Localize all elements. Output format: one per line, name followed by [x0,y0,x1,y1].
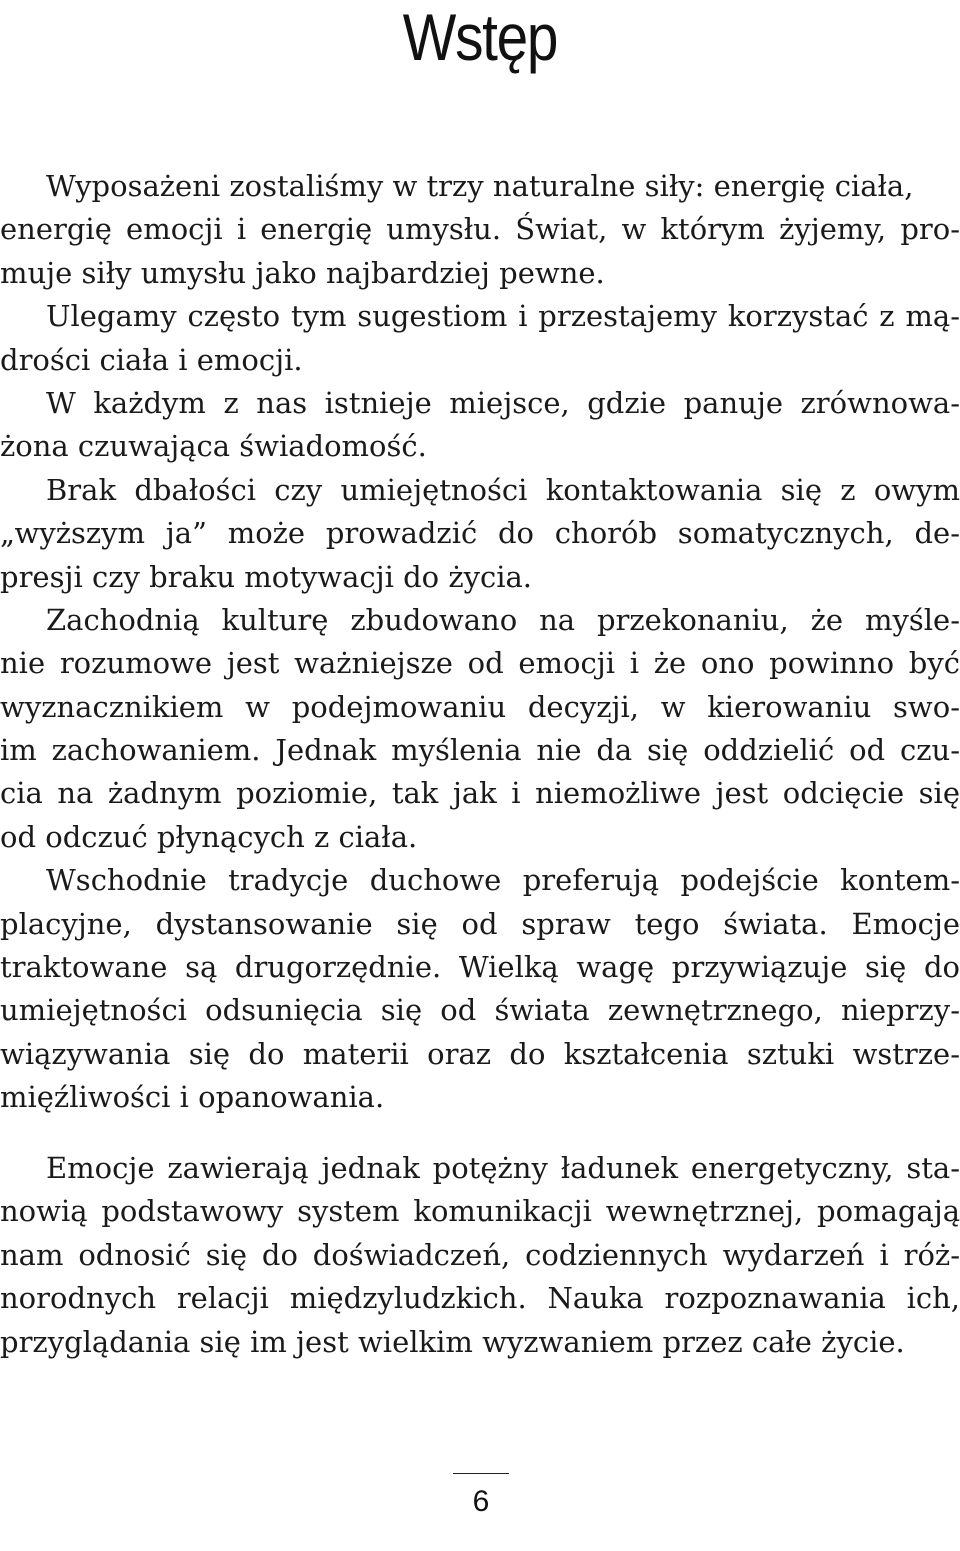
text-line: Wyposażeni zostaliśmy w trzy naturalne siły: energię ciała, [46,169,914,203]
text-line: wiązywania się do materii oraz do kształcenia sztuki wstrze- [0,1036,960,1071]
text-line: Wschodnie tradycje duchowe preferują podejście kontem- [46,863,960,898]
text-line: Emocje zawierają jednak potężny ładunek energetyczny, sta- [46,1151,960,1185]
text-line: nam odnosić się do doświadczeń, codziennych wydarzeń i róż- [0,1237,960,1272]
text-line: od odczuć płynących z ciała. [0,819,418,854]
footer-rule [453,1473,509,1474]
text-line: W każdym z nas istnieje miejsce, gdzie panuje zrównowa- [46,385,960,420]
chapter-title: Wstęp [402,0,558,74]
text-line: cia na żadnym poziomie, tak jak i niemożliwe jest odcięcie się [0,776,960,811]
text-line: nie rozumowe jest ważniejsze od emocji i że ono powinno być [0,646,960,681]
text-line: Zachodnią kulturę zbudowano na przekonaniu, że myśle- [46,602,960,637]
text-block-second [0,1147,960,1364]
text-line: energię emocji i energię umysłu. Świat, w którym żyjemy, pro- [0,212,960,247]
text-block-main [0,165,960,1120]
text-line: Ulegamy często tym sugestiom i przestajemy korzystać z mą- [46,299,960,334]
text-line: nowią podstawowy system komunikacji wewnętrznej, pomagają [0,1194,960,1229]
text-line: wyznacznikiem w podejmowaniu decyzji, w kierowaniu swo- [0,689,960,724]
text-line: umiejętności odsunięcia się od świata zewnętrznego, nieprzy- [0,993,960,1028]
text-line: przyglądania się im jest wielkim wyzwaniem przez całe życie. [0,1324,905,1359]
text-line: mięźliwości i opanowania. [0,1080,385,1115]
text-line: muje siły umysłu jako najbardziej pewne. [0,255,605,290]
text-line: traktowane są drugorzędnie. Wielką wagę przywiązuje się do [0,950,960,985]
text-line: placyjne, dystansowanie się od spraw tego świata. Emocje [0,906,960,941]
page-number: 6 [472,1485,490,1518]
text-line: żona czuwająca świadomość. [0,429,427,464]
text-line: „wyższym ja” może prowadzić do chorób somatycznych, de- [0,516,960,551]
text-line: norodnych relacji międzyludzkich. Nauka rozpoznawania ich, [0,1281,960,1316]
text-line: Brak dbałości czy umiejętności kontaktowania się z owym [46,472,960,507]
text-line: presji czy braku motywacji do życia. [0,559,533,594]
text-line: drości ciała i emocji. [0,342,303,377]
text-line: im zachowaniem. Jednak myślenia nie da się oddzielić od czu- [0,733,960,768]
